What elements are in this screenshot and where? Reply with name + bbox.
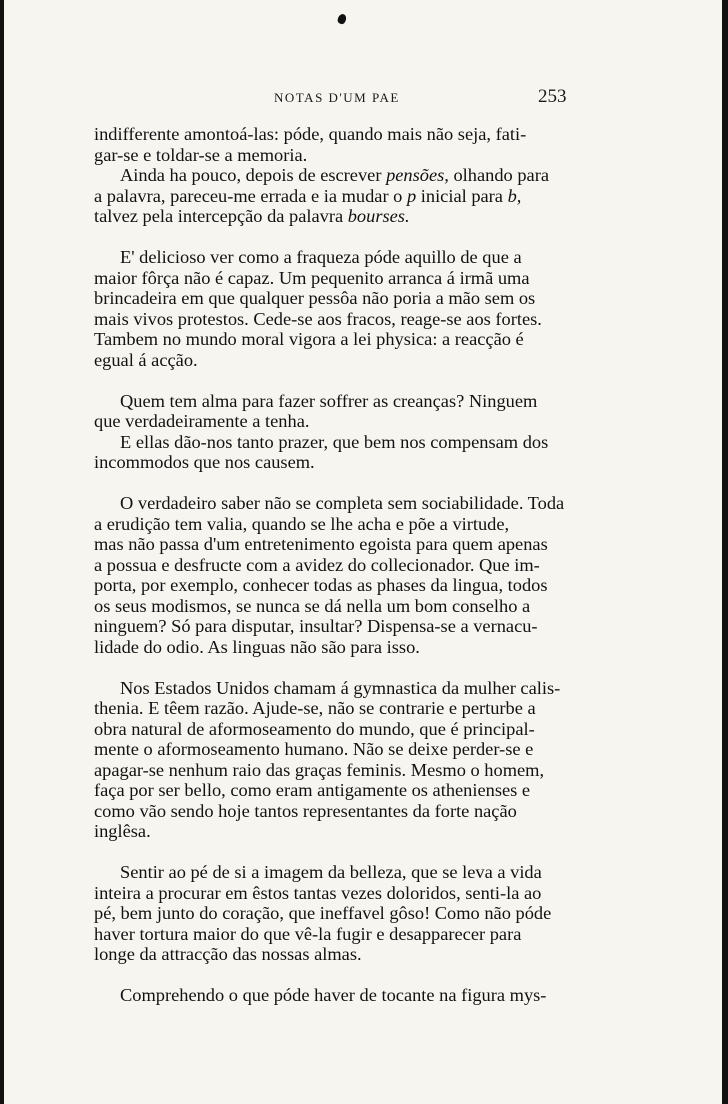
text-line: Tambem no mundo moral vigora a lei physica: a reacção é: [94, 329, 524, 349]
italic-word: b,: [507, 185, 522, 206]
book-page: [4, 0, 722, 1104]
running-title: NOTAS D'UM PAE: [274, 90, 400, 105]
text-run: talvez pela intercepção da palavra: [94, 206, 348, 226]
text-line: brincadeira em que qualquer pessôa não poria a mão sem os: [94, 288, 536, 308]
text-line: apagar-se nenhum raio das graças feminis. Mesmo o homem,: [94, 759, 545, 780]
text-line: maior fôrça não é capaz. Um pequenito arranca á irmã uma: [94, 267, 530, 288]
paragraph-3: [94, 247, 574, 370]
text-run: olhando para: [448, 165, 549, 185]
text-line: a possua e desfructe com a avidez do collecionador. Que im-: [94, 554, 540, 575]
paragraph-9: [94, 985, 574, 1006]
page-header: [4, 86, 722, 110]
page-number: 253: [538, 86, 567, 107]
text-line: O verdadeiro saber não se completa sem sociabilidade. Toda: [120, 493, 565, 513]
italic-word: p: [406, 185, 417, 206]
text-line: incommodos que nos causem.: [94, 452, 315, 472]
text-line: a erudição tem valia, quando se lhe acha e põe a virtude,: [94, 513, 510, 534]
text-line: que verdadeiramente a tenha.: [94, 411, 310, 431]
text-line: pé, bem junto do coração, que ineffavel gôso! Como não póde: [94, 903, 552, 923]
text-line: mas não passa d'um entretenimento egoista para quem apenas: [94, 534, 548, 554]
paragraph-6: [94, 493, 574, 657]
text-line: inteira a procurar em êstos tantas vezes doloridos, senti-la ao: [94, 882, 542, 903]
text-line: mais vivos protestos. Cede-se aos fracos, reage-se aos fortes.: [94, 308, 542, 329]
text-line: E ellas dão-nos tanto prazer, que bem nos compensam dos: [120, 431, 549, 452]
text-line: obra natural de aformoseamento do mundo, que é principal-: [94, 718, 535, 739]
text-line: thenia. E têem razão. Ajude-se, não se contrarie e perturbe a: [94, 698, 536, 718]
text-line: ninguem? Só para disputar, insultar? Dispensa-se a vernacu-: [94, 616, 538, 636]
text-line: Nos Estados Unidos chamam á gymnastica da mulher calis-: [120, 677, 561, 698]
text-line: inglêsa.: [94, 821, 151, 841]
text-line: gar-se e toldar-se a memoria.: [94, 144, 308, 165]
ink-mark: [337, 13, 348, 25]
italic-word: bourses.: [347, 206, 410, 226]
paragraph-8: [94, 862, 574, 965]
text-line: [94, 206, 574, 227]
text-line: faça por ser bello, como eram antigamente os athenienses e: [94, 780, 531, 800]
text-line: haver tortura maior do que vê-la fugir e desapparecer para: [94, 923, 522, 944]
text-line: Sentir ao pé de si a imagem da belleza, que se leva a vida: [120, 862, 542, 882]
text-line: [94, 186, 574, 207]
paragraph-7: [94, 678, 574, 842]
paragraph-1: [94, 124, 574, 165]
text-line: porta, por exemplo, conhecer todas as phases da lingua, todos: [94, 575, 548, 595]
text-line: Quem tem alma para fazer soffrer as creanças? Ninguem: [120, 390, 538, 411]
paragraph-4: [94, 391, 574, 432]
page-body: [94, 124, 574, 1006]
text-line: mente o aformoseamento humano. Não se deixe perder-se e: [94, 739, 534, 759]
text-line: os seus modismos, se nunca se dá nella um bom conselho a: [94, 595, 531, 616]
text-line: indifferente amontoá-las: póde, quando mais não seja, fati-: [94, 124, 527, 144]
paragraph-5: [94, 432, 574, 473]
paragraph-2: [94, 165, 574, 227]
text-line: Comprehendo o que póde haver de tocante na figura mys-: [120, 985, 547, 1005]
text-run: a palavra, pareceu-me errada e ia mudar o: [94, 185, 407, 206]
scan-edge-right: [722, 0, 728, 1104]
text-line: [94, 165, 574, 186]
text-run: Ainda ha pouco, depois de escrever: [120, 165, 387, 185]
text-line: longe da attracção das nossas almas.: [94, 944, 362, 964]
text-line: como vão sendo hoje tantos representantes da forte nação: [94, 800, 517, 821]
text-line: lidade do odio. As linguas não são para isso.: [94, 636, 420, 657]
italic-word: pensões,: [386, 165, 449, 185]
text-line: egual á acção.: [94, 349, 198, 370]
text-line: E' delicioso ver como a fraqueza póde aquillo de que a: [120, 247, 522, 267]
text-run: inicial para: [416, 185, 508, 206]
